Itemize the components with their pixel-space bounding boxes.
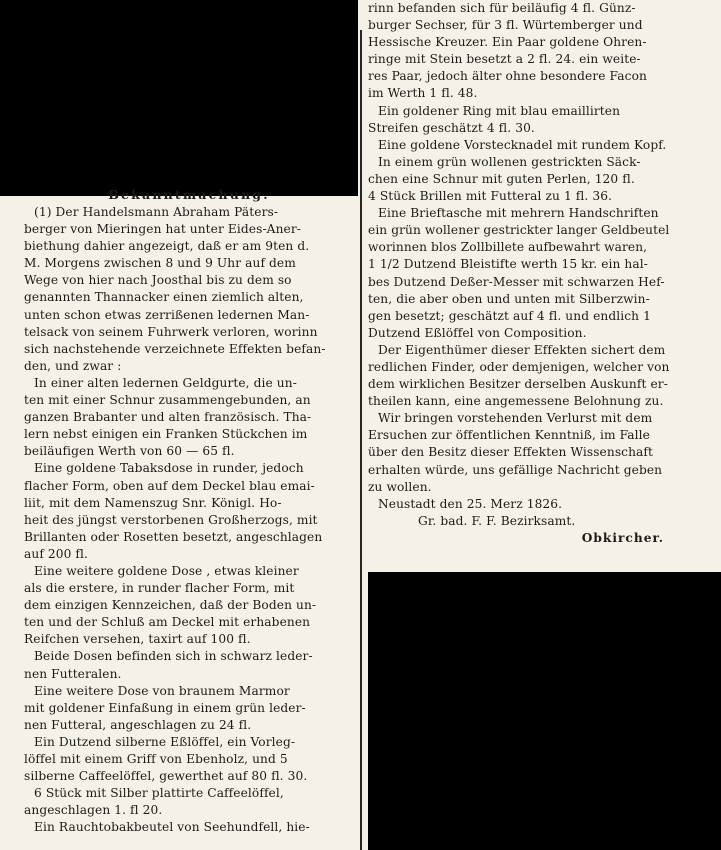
- left_column-line: flacher Form, oben auf dem Deckel blau emai-: [24, 478, 315, 493]
- left_column-line: den, und zwar :: [24, 358, 122, 373]
- right_column-line: erhalten würde, uns gefällige Nachricht geben: [368, 462, 663, 477]
- right_column-line: 4 Stück Brillen mit Futteral zu 1 fl. 36.: [368, 189, 613, 204]
- left_column-line: genannten Thannacker einen ziemlich alten,: [24, 290, 304, 305]
- left_column-line: unten schon etwas zerrißenen ledernen Man-: [24, 307, 310, 322]
- right_column-line: Dutzend Eßlöffel von Composition.: [368, 325, 587, 340]
- right_column-line: Der Eigenthümer dieser Effekten sichert dem: [378, 342, 666, 357]
- redaction-block-top-left: [0, 0, 358, 196]
- right_column-line: ein grün wollener gestrickter langer Geldbeutel: [368, 223, 670, 238]
- left_column-line: nen Futteral, angeschlagen zu 24 fl.: [24, 717, 252, 732]
- left_column-line: Eine goldene Tabaksdose in runder, jedoch: [34, 461, 304, 476]
- right_column-line: In einem grün wollenen gestrickten Säck-: [378, 154, 641, 169]
- left_column-line: Beide Dosen befinden sich in schwarz leder-: [34, 649, 313, 664]
- left_column-line: auf 200 fl.: [24, 546, 89, 561]
- right_column-line: bes Dutzend Deßer-Messer mit schwarzen Hef-: [368, 274, 665, 289]
- left_column-line: (1) Der Handelsmann Abraham Päters-: [34, 205, 279, 219]
- left_column-line: ganzen Brabanter und alten französisch. Tha-: [24, 410, 312, 425]
- left_column-line: M. Morgens zwischen 8 und 9 Uhr auf dem: [24, 256, 296, 271]
- right_column-line: worinnen blos Zollbillete aufbewahrt waren,: [368, 240, 648, 255]
- column-divider: [360, 30, 362, 850]
- right_column-line: chen eine Schnur mit guten Perlen, 120 fl.: [368, 171, 635, 186]
- left_column-line: mit goldener Einfaßung in einem grün leder-: [24, 700, 306, 715]
- left_column-line: sich nachstehende verzeichnete Effekten befan-: [24, 341, 326, 356]
- right_column-line: 1 1/2 Dutzend Bleistifte werth 15 kr. ein hal-: [368, 257, 648, 272]
- right_column-line: Hessische Kreuzer. Ein Paar goldene Ohren-: [368, 35, 647, 50]
- left_column-line: Ein Dutzend silberne Eßlöffel, ein Vorleg-: [34, 734, 296, 749]
- right-column: [368, 0, 708, 547]
- left_column-line: als die erstere, in runder flacher Form, mit: [24, 581, 295, 596]
- right_column-line: theilen kann, eine angemessene Belohnung zu.: [368, 394, 664, 409]
- right_column-line: ringe mit Stein besetzt a 2 fl. 24. ein weite-: [368, 52, 641, 67]
- right_column-line: Ein goldener Ring mit blau emaillirten: [378, 103, 621, 118]
- left_column-line: silberne Caffeelöffel, gewerthet auf 80 fl. 30.: [24, 769, 308, 784]
- right_column-line: Eine goldene Vorstecknadel mit rundem Kopf.: [378, 137, 667, 152]
- right_column-line: Neustadt den 25. Merz 1826.: [378, 496, 563, 511]
- left_column-line: Eine weitere goldene Dose , etwas kleiner: [34, 563, 299, 578]
- right_column-line: Streifen geschätzt 4 fl. 30.: [368, 120, 535, 135]
- left_column-line: lern nebst einigen ein Franken Stückchen im: [24, 427, 308, 442]
- redaction-block-bottom-right: [368, 572, 721, 850]
- right_column-line: burger Sechser, für 3 fl. Würtemberger und: [368, 18, 643, 33]
- left_column-line: ten mit einer Schnur zusammengebunden, an: [24, 393, 311, 408]
- left_column-line: In einer alten ledernen Geldgurte, die un-: [34, 375, 297, 390]
- left_column-line: beiläufigen Werth von 60 — 65 fl.: [24, 444, 235, 459]
- right_column-line: Ersuchen zur öffentlichen Kenntniß, im Falle: [368, 428, 650, 443]
- left_column-line: löffel mit einem Griff von Ebenholz, und 5: [24, 752, 288, 766]
- right_column-line: Eine Brieftasche mit mehrern Handschriften: [378, 206, 659, 221]
- right_column-line: gen besetzt; geschätzt auf 4 fl. und endlich 1: [368, 308, 651, 323]
- left_column-line: heit des jüngst verstorbenen Großherzogs, mit: [24, 512, 318, 527]
- left_column-line: Brillanten oder Rosetten besetzt, angeschlagen: [24, 529, 323, 544]
- left_column-line: Eine weitere Dose von braunem Marmor: [34, 683, 290, 698]
- left-column: [24, 186, 354, 836]
- right_column-line: ten, die aber oben und unten mit Silberzwin-: [368, 291, 650, 306]
- left_column-line: angeschlagen 1. fl 20.: [24, 803, 163, 818]
- left_column-line: Reifchen versehen, taxirt auf 100 fl.: [24, 632, 251, 647]
- right_column-line: dem wirklichen Besitzer derselben Auskunft er-: [368, 377, 668, 392]
- left_column-line: Wege von hier nach Joosthal bis zu dem so: [24, 273, 292, 288]
- right_column-line: Gr. bad. F. F. Bezirksamt.: [418, 513, 576, 528]
- left_column-line: dem einzigen Kennzeichen, daß der Boden un-: [24, 598, 317, 613]
- right_column-line: rinn befanden sich für beiläufig 4 fl. Günz-: [368, 1, 636, 15]
- right_column-line: Wir bringen vorstehenden Verlurst mit dem: [378, 411, 653, 426]
- left_column-line: liit, mit dem Namenszug Snr. Königl. Ho-: [24, 495, 282, 510]
- notice-heading: Bekanntmachung.: [108, 187, 270, 202]
- right_column-line: redlichen Finder, oder demjenigen, welcher von: [368, 359, 670, 374]
- left_column-line: berger von Mieringen hat unter Eides-Aner-: [24, 222, 301, 237]
- left_column-line: ten und der Schluß am Deckel mit erhabenen: [24, 615, 311, 630]
- left_column-line: 6 Stück mit Silber plattirte Caffeelöffel,: [34, 786, 284, 801]
- left_column-line: Ein Rauchtobakbeutel von Seehundfell, hie-: [34, 820, 310, 835]
- right_column-line: im Werth 1 fl. 48.: [368, 86, 478, 101]
- right_column-line: res Paar, jedoch älter ohne besondere Facon: [368, 69, 647, 84]
- right_column-line: Obkircher.: [581, 530, 664, 545]
- right_column-line: über den Besitz dieser Effekten Wissenschaft: [368, 445, 654, 460]
- left_column-line: biethung dahier angezeigt, daß er am 9ten d.: [24, 239, 310, 254]
- left_column-line: nen Futteralen.: [24, 666, 122, 681]
- left_column-line: telsack von seinem Fuhrwerk verloren, worinn: [24, 324, 318, 339]
- right_column-line: zu wollen.: [368, 479, 432, 494]
